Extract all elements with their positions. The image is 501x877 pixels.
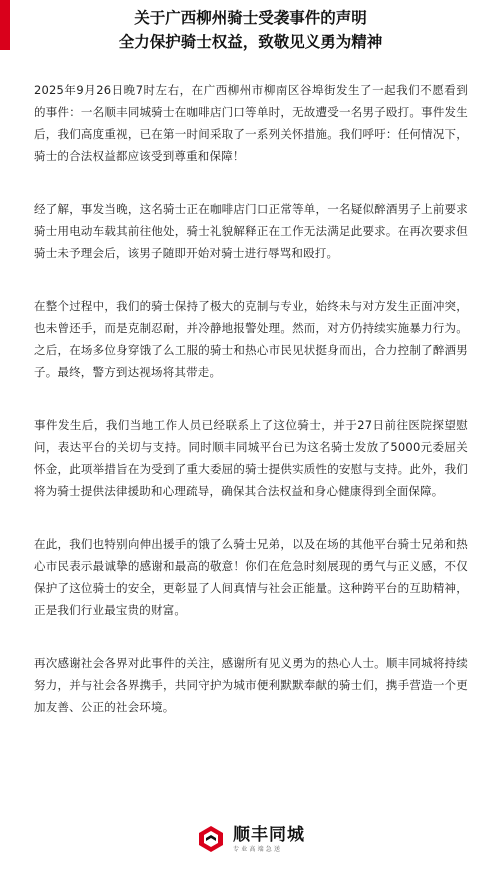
brand-logo: [0, 824, 501, 854]
title-line-2: 全力保护骑士权益，致敬见义勇为精神: [118, 33, 383, 51]
statement-title: [0, 6, 501, 54]
statement-body: [34, 79, 468, 718]
title-line-1: 关于广西柳州骑士受袭事件的声明: [134, 9, 367, 27]
paragraph-4: 事件发生后，我们当地工作人员已经联系上了这位骑士，并于27日前往医院探望慰问，表达平台的关切与支持。同时顺丰同城平台已为这名骑士发放了5000元委屈关怀金，此项举措旨在为受到了重大委屈的骑士提供实质性的安慰与支持。此外，我们将为骑士提供法律援助和心理疏导，确保其合法权益和身心健康得到全面保障。: [34, 418, 468, 498]
brand-slogan: 专业高端急送: [233, 845, 283, 853]
sf-city-logo-icon: [196, 824, 226, 854]
paragraph-1: 2025年9月26日晚7时左右，在广西柳州市柳南区谷埠街发生了一起我们不愿看到的事件：一名顺丰同城骑士在咖啡店门口等单时，无故遭受一名男子殴打。事件发生后，我们高度重视，已在第一时间采取了一系列关怀措施。我们呼吁：任何情况下，骑士的合法权益都应该受到尊重和保障！: [34, 83, 468, 163]
paragraph-3: 在整个过程中，我们的骑士保持了极大的克制与专业，始终未与对方发生正面冲突，也未曾还手，而是克制忍耐，并冷静地报警处理。然而，对方仍持续实施暴力行为。之后，在场多位身穿饿了么工服的骑士和热心市民见状挺身而出，合力控制了醉酒男子。最终，警方到达视场将其带走。: [34, 299, 468, 379]
paragraph-5: 在此，我们也特别向伸出援手的饿了么骑士兄弟，以及在场的其他平台骑士兄弟和热心市民表示最诚挚的感谢和最高的敬意！你们在危急时刻展现的勇气与正义感，不仅保护了这位骑士的安全，更彰显了人间真情与社会正能量。这种跨平台的互助精神，正是我们行业最宝贵的财富。: [34, 537, 468, 617]
paragraph-6: 再次感谢社会各界对此事件的关注，感谢所有见义勇为的热心人士。顺丰同城将持续努力，并与社会各界携手，共同守护为城市便利默默奉献的骑士们，携手营造一个更加友善、公正的社会环境。: [34, 656, 468, 714]
brand-name: 顺丰同城: [233, 824, 305, 845]
paragraph-2: 经了解，事发当晚，这名骑士正在咖啡店门口正常等单，一名疑似醉酒男子上前要求骑士用电动车载其前往他处，骑士礼貌解释正在工作无法满足此要求。在再次要求但骑士未予理会后，该男子随即开始对骑士进行辱骂和殴打。: [34, 202, 468, 260]
